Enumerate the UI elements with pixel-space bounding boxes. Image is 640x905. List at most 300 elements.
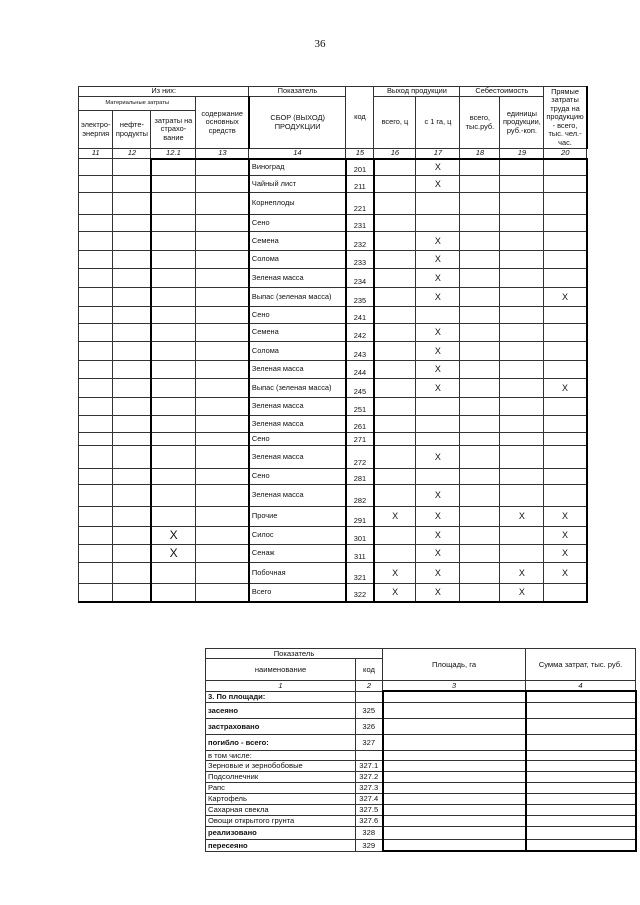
cell-mark	[151, 584, 196, 602]
empty-cell	[113, 215, 151, 232]
col-number: 20	[544, 149, 587, 159]
cell-mark	[500, 159, 544, 176]
cell-mark	[500, 527, 544, 545]
cell-mark: X	[416, 288, 460, 307]
row-code: 234	[346, 269, 374, 288]
cell-mark	[151, 159, 196, 176]
row-code: 245	[346, 379, 374, 398]
col-number: 3	[383, 681, 526, 692]
row-name: Сено	[249, 307, 346, 324]
cell-mark: X	[151, 545, 196, 563]
cell-mark	[544, 324, 587, 342]
header-material: Материальные затраты	[79, 97, 196, 111]
table-row	[206, 782, 636, 793]
cell-mark	[500, 446, 544, 469]
row-name: Побочная	[249, 563, 346, 584]
empty-cell	[196, 507, 249, 527]
empty-cell	[113, 342, 151, 361]
cell-mark	[500, 269, 544, 288]
row-name: Прочие	[249, 507, 346, 527]
header-elektro: электро-энергия	[79, 111, 113, 149]
cell-mark	[544, 176, 587, 193]
table-row	[206, 718, 636, 734]
cell-mark	[544, 307, 587, 324]
empty-cell	[196, 342, 249, 361]
cell-mark: X	[416, 446, 460, 469]
empty-cell	[113, 324, 151, 342]
row-name: Зеленая масса	[249, 398, 346, 416]
header-nefte: нефте-продукты	[113, 111, 151, 149]
cost-cell	[526, 782, 636, 793]
table-row	[206, 771, 636, 782]
row-name: Всего	[249, 584, 346, 602]
cell-mark	[374, 269, 416, 288]
cost-cell	[526, 691, 636, 702]
header-pokazatel: Показатель	[249, 87, 346, 97]
row-name: Зерновые и зернобобовые	[206, 760, 356, 771]
row-name: Зеленая масса	[249, 416, 346, 433]
row-code: 243	[346, 342, 374, 361]
empty-cell	[196, 563, 249, 584]
cell-mark	[151, 251, 196, 269]
empty-cell	[196, 288, 249, 307]
row-code: 235	[346, 288, 374, 307]
header-strah: затраты на страхо-вание	[151, 111, 196, 149]
row-name: Рапс	[206, 782, 356, 793]
cell-mark	[151, 232, 196, 251]
header-soderzhanie: содержание основных средств	[196, 97, 249, 149]
header-sebest: Себестоимость	[460, 87, 544, 97]
empty-cell	[196, 324, 249, 342]
empty-cell	[460, 433, 500, 446]
row-name: Овощи открытого грунта	[206, 815, 356, 826]
row-code: 311	[346, 545, 374, 563]
cell-mark	[374, 193, 416, 215]
empty-cell	[79, 342, 113, 361]
cell-mark: X	[544, 563, 587, 584]
row-name: Зеленая масса	[249, 446, 346, 469]
cell-mark	[374, 485, 416, 507]
empty-cell	[196, 527, 249, 545]
row-name: Солома	[249, 251, 346, 269]
empty-cell	[113, 159, 151, 176]
empty-cell	[113, 416, 151, 433]
empty-cell	[460, 379, 500, 398]
empty-cell	[460, 398, 500, 416]
cell-mark	[374, 527, 416, 545]
empty-cell	[196, 398, 249, 416]
cost-cell	[526, 771, 636, 782]
cost-cell	[526, 793, 636, 804]
table-row	[206, 839, 636, 851]
row-name: Семена	[249, 324, 346, 342]
cell-mark	[151, 288, 196, 307]
cell-mark: X	[416, 159, 460, 176]
cell-mark	[500, 307, 544, 324]
empty-cell	[79, 433, 113, 446]
empty-cell	[79, 232, 113, 251]
row-name: Сенаж	[249, 545, 346, 563]
header-naimenovanie: наименование	[206, 659, 356, 681]
row-name: Солома	[249, 342, 346, 361]
cell-mark: X	[374, 584, 416, 602]
cost-cell	[526, 734, 636, 750]
cell-mark: X	[416, 269, 460, 288]
empty-cell	[460, 563, 500, 584]
table-row	[79, 159, 587, 176]
table-row	[206, 815, 636, 826]
table-row	[79, 176, 587, 193]
empty-cell	[113, 584, 151, 602]
cell-mark	[544, 215, 587, 232]
table-row	[79, 507, 587, 527]
table-row	[79, 446, 587, 469]
cost-cell	[526, 702, 636, 718]
col-number: 17	[416, 149, 460, 159]
empty-cell	[79, 159, 113, 176]
cell-mark	[500, 379, 544, 398]
cell-mark	[544, 159, 587, 176]
row-code: 326	[356, 718, 383, 734]
row-code: 244	[346, 361, 374, 379]
cell-mark	[500, 251, 544, 269]
cell-mark	[500, 416, 544, 433]
empty-cell	[460, 269, 500, 288]
empty-cell	[79, 379, 113, 398]
cell-mark	[416, 307, 460, 324]
table-row	[206, 750, 636, 760]
row-name: Выпас (зеленая масса)	[249, 288, 346, 307]
area-cell	[383, 793, 526, 804]
empty-cell	[196, 416, 249, 433]
cell-mark	[151, 176, 196, 193]
row-name: в том числе:	[206, 750, 356, 760]
table-row	[79, 324, 587, 342]
area-cell	[383, 782, 526, 793]
empty-cell	[113, 361, 151, 379]
cell-mark	[544, 398, 587, 416]
empty-cell	[196, 176, 249, 193]
empty-cell	[460, 232, 500, 251]
area-cell	[383, 760, 526, 771]
empty-cell	[196, 251, 249, 269]
area-cell	[383, 804, 526, 815]
cell-mark	[374, 446, 416, 469]
area-cell	[383, 826, 526, 839]
cell-mark	[544, 485, 587, 507]
table-row	[206, 702, 636, 718]
cell-mark: X	[416, 527, 460, 545]
empty-cell	[196, 215, 249, 232]
empty-cell	[460, 469, 500, 485]
empty-cell	[79, 193, 113, 215]
cell-mark	[500, 361, 544, 379]
header-ed-prod: единицы продукции, руб.-коп.	[500, 97, 544, 149]
cell-mark	[151, 485, 196, 507]
empty-cell	[460, 288, 500, 307]
cell-mark	[374, 469, 416, 485]
col-number: 4	[526, 681, 636, 692]
cost-cell	[526, 826, 636, 839]
row-code: 221	[346, 193, 374, 215]
empty-cell	[113, 446, 151, 469]
cost-cell	[526, 750, 636, 760]
cell-mark: X	[374, 507, 416, 527]
empty-cell	[460, 251, 500, 269]
header-vsego-c: всего, ц	[374, 97, 416, 149]
cell-mark	[374, 545, 416, 563]
empty-cell	[460, 507, 500, 527]
empty-cell	[113, 251, 151, 269]
table-row	[79, 563, 587, 584]
header-pokazatel: Показатель	[206, 649, 383, 659]
cost-cell	[526, 718, 636, 734]
cell-mark	[151, 446, 196, 469]
cell-mark: X	[416, 324, 460, 342]
cost-cell	[526, 804, 636, 815]
cell-mark: X	[416, 342, 460, 361]
empty-cell	[460, 361, 500, 379]
cell-mark: X	[416, 545, 460, 563]
cell-mark: X	[416, 584, 460, 602]
table-row	[79, 251, 587, 269]
table-row	[79, 379, 587, 398]
empty-cell	[196, 307, 249, 324]
row-code: 272	[346, 446, 374, 469]
empty-cell	[79, 307, 113, 324]
empty-cell	[460, 193, 500, 215]
cost-cell	[526, 760, 636, 771]
col-number: 1	[206, 681, 356, 692]
col-number: 19	[500, 149, 544, 159]
cell-mark	[500, 545, 544, 563]
empty-cell	[196, 433, 249, 446]
empty-cell	[460, 584, 500, 602]
table-row	[79, 288, 587, 307]
cell-mark	[500, 342, 544, 361]
area-cell	[383, 815, 526, 826]
header-ploshad: Площадь, га	[383, 649, 526, 681]
empty-cell	[196, 232, 249, 251]
empty-cell	[113, 307, 151, 324]
empty-cell	[79, 446, 113, 469]
row-code: 325	[356, 702, 383, 718]
cell-mark: X	[416, 251, 460, 269]
area-cell	[383, 750, 526, 760]
empty-cell	[196, 584, 249, 602]
empty-cell	[79, 215, 113, 232]
cell-mark	[500, 433, 544, 446]
cell-mark	[544, 269, 587, 288]
empty-cell	[79, 288, 113, 307]
empty-cell	[196, 269, 249, 288]
cell-mark: X	[500, 563, 544, 584]
col-number: 2	[356, 681, 383, 692]
col-number: 12.1	[151, 149, 196, 159]
table-row	[206, 734, 636, 750]
empty-cell	[79, 469, 113, 485]
row-code: 241	[346, 307, 374, 324]
cell-mark	[151, 361, 196, 379]
table-row	[206, 804, 636, 815]
empty-cell	[460, 485, 500, 507]
production-output-table	[78, 86, 588, 603]
cell-mark: X	[500, 584, 544, 602]
empty-cell	[460, 307, 500, 324]
row-name: пересеяно	[206, 839, 356, 851]
row-code: 242	[346, 324, 374, 342]
cell-mark: X	[374, 563, 416, 584]
cell-mark	[416, 469, 460, 485]
row-code: 261	[346, 416, 374, 433]
col-number: 18	[460, 149, 500, 159]
row-code: 251	[346, 398, 374, 416]
row-name: Картофель	[206, 793, 356, 804]
cell-mark: X	[416, 176, 460, 193]
row-name: Сахарная свекла	[206, 804, 356, 815]
row-code: 321	[346, 563, 374, 584]
row-code: 322	[346, 584, 374, 602]
row-name: Корнеплоды	[249, 193, 346, 215]
table-row	[79, 342, 587, 361]
cell-mark	[500, 469, 544, 485]
row-code: 271	[346, 433, 374, 446]
empty-cell	[196, 446, 249, 469]
empty-cell	[79, 251, 113, 269]
empty-cell	[113, 545, 151, 563]
col-number: 16	[374, 149, 416, 159]
col-number: 15	[346, 149, 374, 159]
cell-mark	[544, 251, 587, 269]
cell-mark: X	[416, 361, 460, 379]
row-name: реализовано	[206, 826, 356, 839]
cell-mark	[416, 433, 460, 446]
cell-mark	[416, 398, 460, 416]
empty-cell	[79, 563, 113, 584]
row-code: 281	[346, 469, 374, 485]
header-vsego-tys: всего, тыс.руб.	[460, 97, 500, 149]
table-row	[206, 826, 636, 839]
empty-cell	[196, 379, 249, 398]
row-name: Семена	[249, 232, 346, 251]
cell-mark	[151, 379, 196, 398]
cell-mark	[544, 193, 587, 215]
cell-mark: X	[544, 288, 587, 307]
cell-mark	[151, 193, 196, 215]
row-name: Виноград	[249, 159, 346, 176]
cell-mark	[544, 416, 587, 433]
row-name: Сено	[249, 433, 346, 446]
empty-cell	[79, 176, 113, 193]
cell-mark	[500, 193, 544, 215]
row-code	[356, 750, 383, 760]
area-cell	[383, 771, 526, 782]
cell-mark	[500, 176, 544, 193]
cell-mark: X	[416, 485, 460, 507]
cell-mark	[374, 342, 416, 361]
cell-mark	[374, 288, 416, 307]
cell-mark: X	[544, 379, 587, 398]
empty-cell	[113, 507, 151, 527]
row-name: Подсолнечник	[206, 771, 356, 782]
row-code: 211	[346, 176, 374, 193]
cell-mark	[500, 288, 544, 307]
cell-mark	[151, 215, 196, 232]
empty-cell	[460, 416, 500, 433]
cell-mark	[374, 433, 416, 446]
cell-mark	[151, 433, 196, 446]
table-row	[206, 760, 636, 771]
cell-mark	[374, 324, 416, 342]
area-cell	[383, 734, 526, 750]
row-name: Выпас (зеленая масса)	[249, 379, 346, 398]
col-number: 14	[249, 149, 346, 159]
empty-cell	[113, 269, 151, 288]
cell-mark: X	[151, 527, 196, 545]
table-row	[79, 416, 587, 433]
empty-cell	[79, 545, 113, 563]
cell-mark	[500, 232, 544, 251]
table-row	[79, 469, 587, 485]
cell-mark	[374, 176, 416, 193]
empty-cell	[113, 398, 151, 416]
empty-cell	[113, 469, 151, 485]
table-row	[206, 793, 636, 804]
cell-mark: X	[416, 563, 460, 584]
empty-cell	[79, 361, 113, 379]
empty-cell	[196, 485, 249, 507]
empty-cell	[79, 485, 113, 507]
area-cell	[383, 702, 526, 718]
cell-mark	[151, 507, 196, 527]
cell-mark: X	[416, 379, 460, 398]
empty-cell	[460, 176, 500, 193]
table-row	[79, 545, 587, 563]
header-sbor: СБОР (ВЫХОД) ПРОДУКЦИИ	[249, 97, 346, 149]
row-code: 327.4	[356, 793, 383, 804]
row-code: 233	[346, 251, 374, 269]
page-number: 36	[314, 38, 326, 50]
cell-mark	[374, 416, 416, 433]
row-code: 328	[356, 826, 383, 839]
row-code: 327	[356, 734, 383, 750]
empty-cell	[196, 545, 249, 563]
empty-cell	[460, 527, 500, 545]
table-row	[79, 307, 587, 324]
header-vyhod: Выход продукции	[374, 87, 460, 97]
cell-mark	[374, 215, 416, 232]
column-numbers-row	[206, 681, 636, 692]
cell-mark	[500, 215, 544, 232]
row-code: 232	[346, 232, 374, 251]
row-code	[356, 691, 383, 702]
header-s1ga: с 1 га, ц	[416, 97, 460, 149]
area-cell	[383, 718, 526, 734]
empty-cell	[460, 342, 500, 361]
table-row	[79, 361, 587, 379]
header-kod: код	[356, 659, 383, 681]
header-pryamye: Прямые затраты труда на продукцию - всего, тыс. чел.-час.	[544, 87, 587, 149]
table-row	[79, 398, 587, 416]
row-code: 327.6	[356, 815, 383, 826]
row-name: Зеленая масса	[249, 485, 346, 507]
cell-mark	[500, 485, 544, 507]
cost-cell	[526, 839, 636, 851]
row-name: погибло - всего:	[206, 734, 356, 750]
cell-mark	[544, 361, 587, 379]
empty-cell	[460, 159, 500, 176]
col-number: 11	[79, 149, 113, 159]
